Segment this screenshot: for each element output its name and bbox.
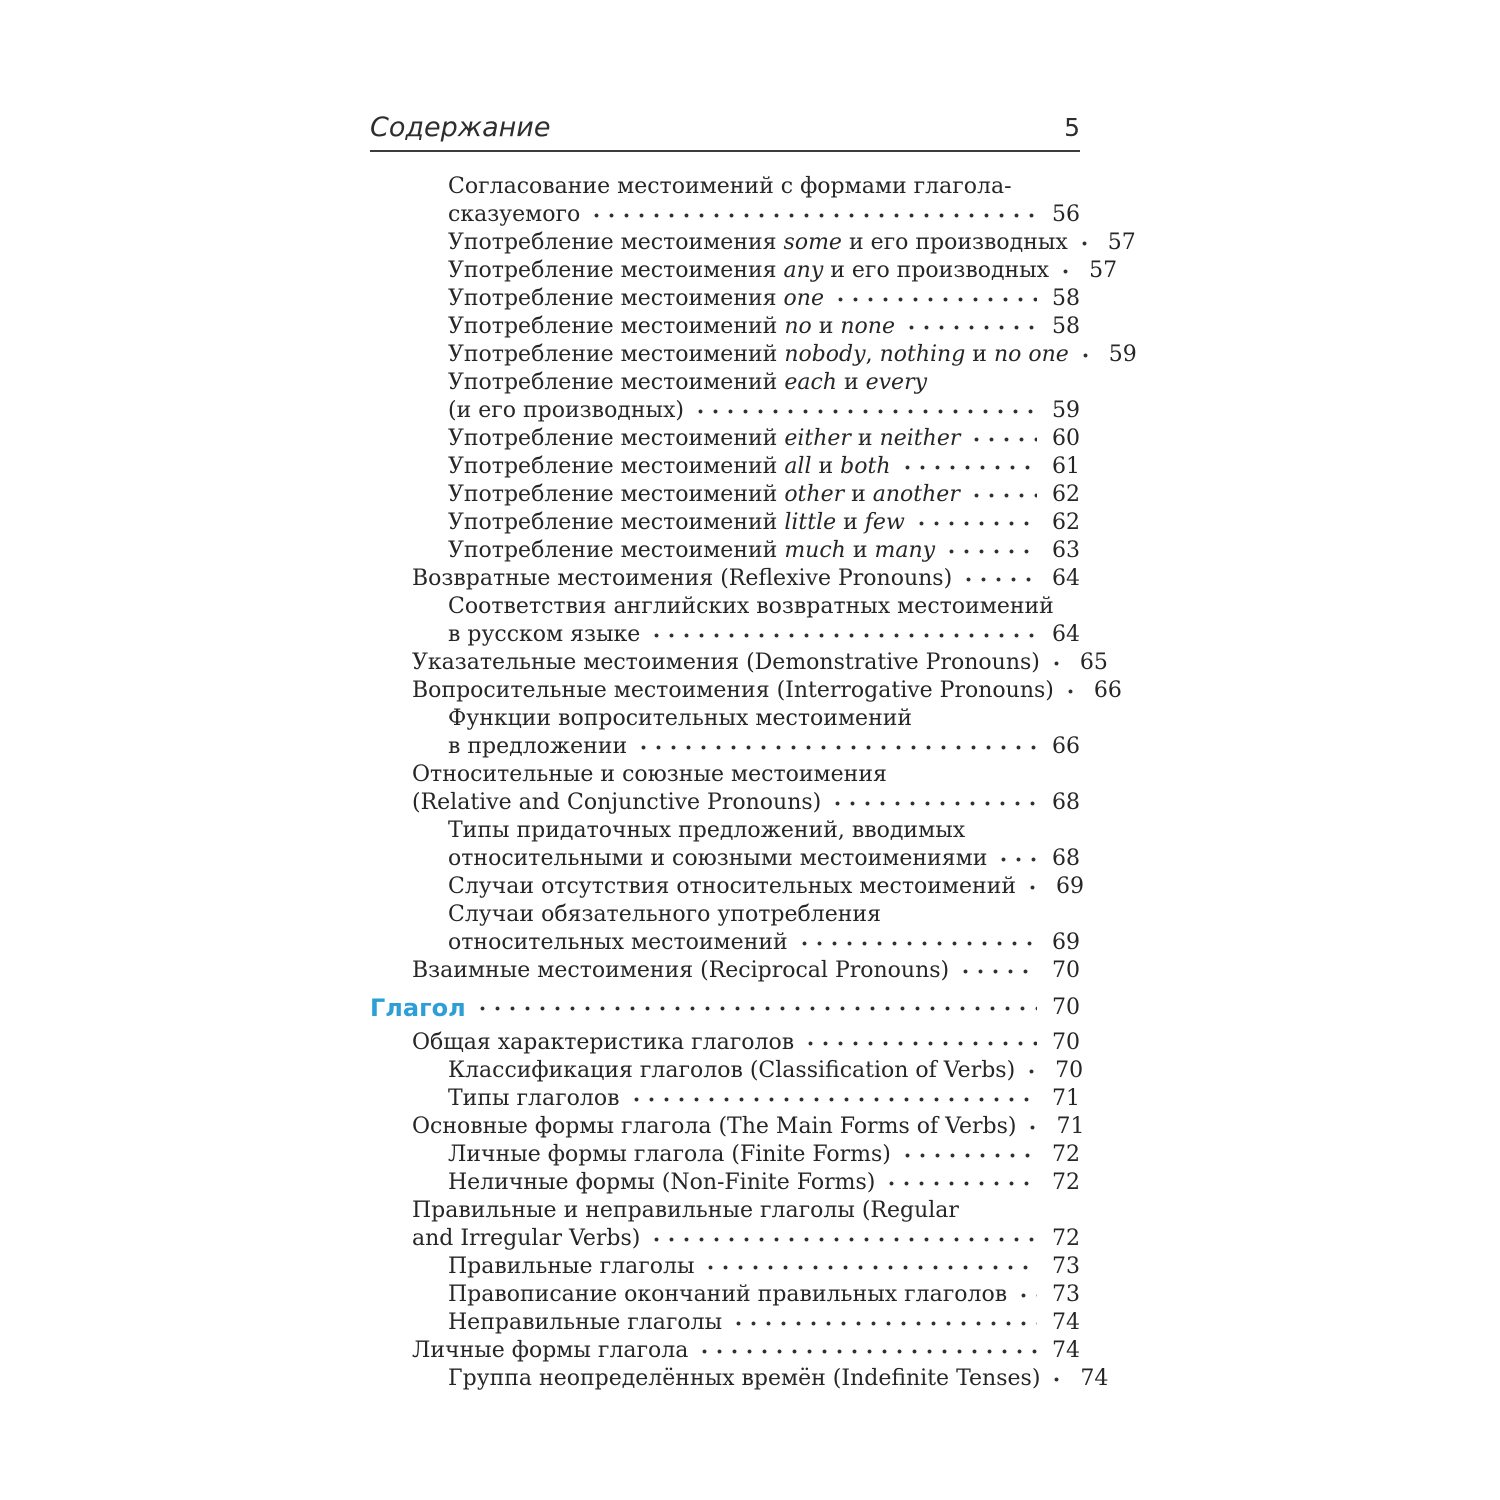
toc-line	[370, 873, 1085, 901]
toc-entry-italic-word: both	[840, 454, 891, 479]
toc-line	[370, 901, 1080, 929]
toc-entry-run: Личные формы глагола	[412, 1338, 689, 1363]
dot-leader	[1049, 1365, 1065, 1393]
toc-entry-run: Употребление местоимения	[448, 286, 784, 311]
toc-entry-text	[448, 481, 960, 509]
toc-line	[370, 229, 1136, 257]
toc-line	[370, 313, 1080, 341]
dot-leader	[1077, 229, 1093, 257]
toc-entry-run: Личные формы глагола (Finite Forms)	[448, 1142, 891, 1167]
toc-line	[370, 1113, 1085, 1141]
dot-leader	[649, 1225, 1037, 1253]
toc-page-number: 64	[1052, 566, 1080, 591]
dot-leader	[900, 1141, 1037, 1169]
toc-entry-text	[448, 901, 881, 929]
toc-entry-run: и	[811, 314, 841, 339]
toc-entry-run: (и его производных)	[448, 398, 685, 423]
toc-entry-run: Случаи обязательного употребления	[448, 902, 881, 927]
toc-page-number: 58	[1052, 286, 1080, 311]
toc-entry-italic-word: every	[865, 370, 928, 395]
dot-leader	[1025, 1113, 1041, 1141]
dot-leader	[900, 453, 1037, 481]
dot-leader	[1025, 873, 1041, 901]
toc-entry-text	[448, 201, 580, 229]
toc-line	[370, 481, 1080, 509]
toc-entry-italic-word: nobody	[784, 342, 866, 367]
toc-entry-run: Согласование местоимений с формами глагола-	[448, 174, 1012, 199]
toc-entry-text	[412, 565, 952, 593]
toc-entry-run: Правильные и неправильные глаголы (Regular	[412, 1198, 959, 1223]
toc-page-number: 68	[1052, 846, 1080, 871]
toc-page-number: 70	[1052, 1030, 1080, 1055]
toc-entry-run: Вопросительные местоимения (Interrogative Pronouns)	[412, 678, 1054, 703]
toc-entry-text	[448, 873, 1016, 901]
toc-entry-run: Неличные формы (Non-Finite Forms)	[448, 1170, 876, 1195]
toc-entry-text	[448, 229, 1068, 257]
toc-entry-italic-word: all	[784, 454, 812, 479]
dot-leader	[731, 1309, 1037, 1337]
toc-entry-text	[448, 1309, 722, 1337]
toc-entry-text	[448, 1057, 1015, 1085]
toc-line	[370, 1057, 1084, 1085]
toc-entry-run: Типы глаголов	[448, 1086, 620, 1111]
toc-line	[370, 1309, 1080, 1337]
toc-entry-text	[448, 845, 987, 873]
toc-page-number: 64	[1052, 622, 1080, 647]
toc-page-number: 72	[1052, 1226, 1080, 1251]
dot-leader	[833, 285, 1037, 313]
toc-line	[370, 1169, 1080, 1197]
dot-leader	[969, 481, 1037, 509]
toc-line	[370, 173, 1080, 201]
toc-page-number: 63	[1052, 538, 1080, 563]
dot-leader	[693, 397, 1037, 425]
toc-line	[370, 929, 1080, 957]
toc-entry-text	[412, 677, 1054, 705]
toc-line	[370, 1197, 1080, 1225]
toc-entry-run: Взаимные местоимения (Reciprocal Pronouns)	[412, 958, 950, 983]
toc-entry-italic-word: much	[784, 538, 846, 563]
page-header	[370, 112, 1080, 152]
toc-section-heading	[370, 994, 1080, 1022]
toc-page-number: 62	[1052, 482, 1080, 507]
running-header-title: Содержание	[370, 112, 551, 143]
toc-entry-text	[448, 397, 684, 425]
toc-line	[370, 1225, 1080, 1253]
toc-page-number: 74	[1080, 1366, 1109, 1391]
toc-entry-italic-word: none	[840, 314, 895, 339]
toc-entry-run: в русском языке	[448, 622, 641, 647]
dot-leader	[1078, 341, 1094, 369]
dot-leader	[797, 929, 1037, 957]
toc-entry-text	[412, 1197, 959, 1225]
toc-entry-italic-word: little	[784, 510, 837, 535]
toc-page-number: 61	[1052, 454, 1080, 479]
toc-entry-text	[448, 929, 788, 957]
toc-line	[370, 397, 1080, 425]
toc-line	[370, 425, 1080, 453]
toc-entry-italic-word: many	[874, 538, 936, 563]
dot-leader	[944, 537, 1037, 565]
toc-entry-run: Относительные и союзные местоимения	[412, 762, 887, 787]
toc-page-number: 70	[1052, 995, 1080, 1020]
toc-entry-run: Возвратные местоимения (Reflexive Pronouns)	[412, 566, 953, 591]
toc-entry-italic-word: no	[784, 314, 812, 339]
toc-entry-italic-word: no one	[993, 342, 1069, 367]
toc-line	[370, 1281, 1080, 1309]
toc-line	[370, 341, 1137, 369]
toc-entry-text	[448, 705, 912, 733]
toc-page-number: 70	[1055, 1058, 1084, 1083]
toc-page-number: 60	[1052, 426, 1080, 451]
toc-page-number: 73	[1052, 1282, 1080, 1307]
dot-leader	[904, 313, 1037, 341]
toc-line	[370, 565, 1080, 593]
toc-line	[370, 1029, 1080, 1057]
toc-entry-run: ,	[865, 342, 880, 367]
dot-leader	[636, 733, 1037, 761]
toc-entry-text	[448, 537, 935, 565]
toc-page-number: 57	[1107, 230, 1136, 255]
toc-entry-text	[448, 1253, 694, 1281]
toc-entry-text	[448, 621, 640, 649]
toc-page-number: 66	[1093, 678, 1122, 703]
toc-line	[370, 957, 1080, 985]
dot-leader	[1063, 677, 1079, 705]
toc-entry-italic-word: other	[784, 482, 845, 507]
toc-line	[370, 705, 1080, 733]
toc-page-number: 62	[1052, 510, 1080, 535]
toc-heading-text	[370, 994, 466, 1022]
toc-entry-text	[448, 369, 927, 397]
toc-entry-run: и	[836, 370, 866, 395]
toc-entry-italic-word: nothing	[879, 342, 966, 367]
toc-entry-run: Типы придаточных предложений, вводимых	[448, 818, 966, 843]
toc-entry-text	[448, 1169, 875, 1197]
toc-line	[370, 201, 1080, 229]
toc-entry-run: относительных местоимений	[448, 930, 788, 955]
toc-entry-run: Функции вопросительных местоимений	[448, 706, 913, 731]
toc-page-number: 59	[1108, 342, 1137, 367]
toc-entry-run: и	[845, 538, 875, 563]
dot-leader	[1049, 649, 1065, 677]
toc-entry-italic-word: each	[784, 370, 837, 395]
toc-entry-italic-word: some	[783, 230, 842, 255]
toc-entry-run: Употребление местоимений	[448, 454, 785, 479]
toc-entry-italic-word: either	[784, 426, 851, 451]
toc-line	[370, 257, 1118, 285]
toc-entry-text	[448, 173, 1012, 201]
dot-leader	[803, 1029, 1037, 1057]
toc-entry-run: Основные формы глагола (The Main Forms of Verbs)	[412, 1114, 1017, 1139]
toc-line	[370, 649, 1108, 677]
toc-page-number: 73	[1052, 1254, 1080, 1279]
toc-entry-run: Глагол	[370, 994, 466, 1022]
toc-entry-italic-word: any	[783, 258, 824, 283]
toc-entry-text	[448, 1281, 1007, 1309]
toc-entry-run: Употребление местоимений	[448, 426, 785, 451]
toc-entry-text	[448, 733, 627, 761]
toc-entry-text	[412, 761, 887, 789]
toc-line	[370, 733, 1080, 761]
toc-entry-run: и	[844, 482, 873, 507]
toc-entry-text	[448, 313, 895, 341]
dot-leader	[703, 1253, 1037, 1281]
toc-entry-run: Употребление местоимения	[448, 230, 784, 255]
toc-page-number: 58	[1052, 314, 1080, 339]
toc-entry-run: Употребление местоимений	[448, 370, 785, 395]
toc-page-number: 69	[1052, 930, 1080, 955]
dot-leader	[830, 789, 1037, 817]
toc-entry-text	[448, 509, 905, 537]
toc-line	[370, 1085, 1080, 1113]
toc-entry-italic-word: another	[872, 482, 960, 507]
toc-entry-run: Указательные местоимения (Demonstrative Pronouns)	[412, 650, 1040, 675]
toc-page-number: 70	[1052, 958, 1080, 983]
toc-entry-run: сказуемого	[448, 202, 581, 227]
toc-line	[370, 453, 1080, 481]
toc-line	[370, 285, 1080, 313]
toc-page-number: 69	[1056, 874, 1085, 899]
toc-line	[370, 1365, 1109, 1393]
toc-entry-run: Случаи отсутствия относительных местоимений	[448, 874, 1017, 899]
toc-entry-run: Употребление местоимений	[448, 510, 785, 535]
toc-entry-run: Употребление местоимений	[448, 314, 785, 339]
toc-entry-text	[412, 789, 821, 817]
toc-entry-run: и	[836, 510, 865, 535]
dot-leader	[958, 957, 1037, 985]
toc-entry-italic-word: few	[864, 510, 905, 535]
toc-line	[370, 1141, 1080, 1169]
toc-line	[370, 1253, 1080, 1281]
dot-leader	[961, 565, 1037, 593]
toc-entry-run: Правописание окончаний правильных глаголов	[448, 1282, 1008, 1307]
toc-entry-text	[448, 285, 824, 313]
toc-entry-run: Классификация глаголов (Classification of Verbs)	[448, 1058, 1016, 1083]
toc-entry-italic-word: one	[783, 286, 824, 311]
toc-line	[370, 621, 1080, 649]
toc-entry-run: Употребление местоимения	[448, 258, 784, 283]
dot-leader	[629, 1085, 1038, 1113]
toc-page-number: 65	[1079, 650, 1108, 675]
toc-entry-text	[448, 257, 1049, 285]
dot-leader	[969, 425, 1037, 453]
toc-page-number: 71	[1056, 1114, 1085, 1139]
dot-leader	[589, 201, 1037, 229]
toc-entry-text	[412, 649, 1040, 677]
dot-leader	[884, 1169, 1037, 1197]
toc-entry-text	[448, 341, 1069, 369]
toc-entry-run: Употребление местоимений	[448, 538, 785, 563]
table-of-contents	[370, 173, 1137, 1393]
dot-leader	[1016, 1281, 1037, 1309]
toc-line	[370, 1337, 1080, 1365]
toc-entry-text	[448, 593, 1054, 621]
toc-entry-run: и	[850, 426, 880, 451]
toc-entry-run: относительными и союзными местоимениями	[448, 846, 988, 871]
header-page-number: 5	[1064, 113, 1080, 142]
toc-entry-text	[412, 1029, 794, 1057]
toc-line	[370, 845, 1080, 873]
toc-entry-run: Правильные глаголы	[448, 1254, 695, 1279]
toc-page-number: 72	[1052, 1170, 1080, 1195]
dot-leader	[996, 845, 1037, 873]
toc-line	[370, 761, 1080, 789]
toc-page-number: 59	[1052, 398, 1080, 423]
toc-entry-run: и	[965, 342, 994, 367]
toc-page-number: 68	[1052, 790, 1080, 815]
toc-entry-run: в предложении	[448, 734, 628, 759]
toc-entry-run: и его производных	[841, 230, 1068, 255]
toc-entry-text	[412, 957, 949, 985]
toc-page-number: 57	[1089, 258, 1118, 283]
toc-entry-run: and Irregular Verbs)	[412, 1226, 641, 1251]
toc-entry-run: Употребление местоимений	[448, 342, 785, 367]
toc-line	[370, 369, 1080, 397]
toc-entry-text	[412, 1337, 688, 1365]
dot-leader	[1058, 257, 1074, 285]
toc-entry-text	[448, 1365, 1040, 1393]
dot-leader	[1024, 1057, 1040, 1085]
toc-entry-italic-word: neither	[879, 426, 961, 451]
toc-page-number: 71	[1052, 1086, 1080, 1111]
toc-page-number: 74	[1052, 1338, 1080, 1363]
toc-entry-text	[448, 1141, 891, 1169]
toc-page-number: 72	[1052, 1142, 1080, 1167]
dot-leader	[475, 994, 1037, 1022]
toc-entry-text	[448, 425, 960, 453]
toc-page-number: 66	[1052, 734, 1080, 759]
toc-entry-run: Соответствия английских возвратных местоимений	[448, 594, 1054, 619]
toc-entry-run: Общая характеристика глаголов	[412, 1030, 795, 1055]
toc-entry-run: Группа неопределённых времён (Indefinite Tenses)	[448, 1366, 1041, 1391]
toc-line	[370, 537, 1080, 565]
toc-entry-run: Неправильные глаголы	[448, 1310, 723, 1335]
toc-entry-run: (Relative and Conjunctive Pronouns)	[412, 790, 822, 815]
toc-entry-text	[412, 1113, 1016, 1141]
toc-line	[370, 789, 1080, 817]
toc-line	[370, 509, 1080, 537]
toc-page-number: 74	[1052, 1310, 1080, 1335]
page-content	[370, 112, 1137, 1393]
toc-entry-text	[412, 1225, 640, 1253]
toc-entry-text	[448, 453, 891, 481]
toc-entry-run: и	[811, 454, 841, 479]
toc-line	[370, 593, 1080, 621]
dot-leader	[697, 1337, 1037, 1365]
toc-entry-run: Употребление местоимений	[448, 482, 785, 507]
toc-entry-text	[448, 817, 965, 845]
toc-line	[370, 677, 1122, 705]
toc-line	[370, 817, 1080, 845]
toc-entry-run: и его производных	[823, 258, 1050, 283]
toc-entry-text	[448, 1085, 620, 1113]
dot-leader	[649, 621, 1037, 649]
toc-page-number: 56	[1052, 202, 1080, 227]
dot-leader	[914, 509, 1037, 537]
